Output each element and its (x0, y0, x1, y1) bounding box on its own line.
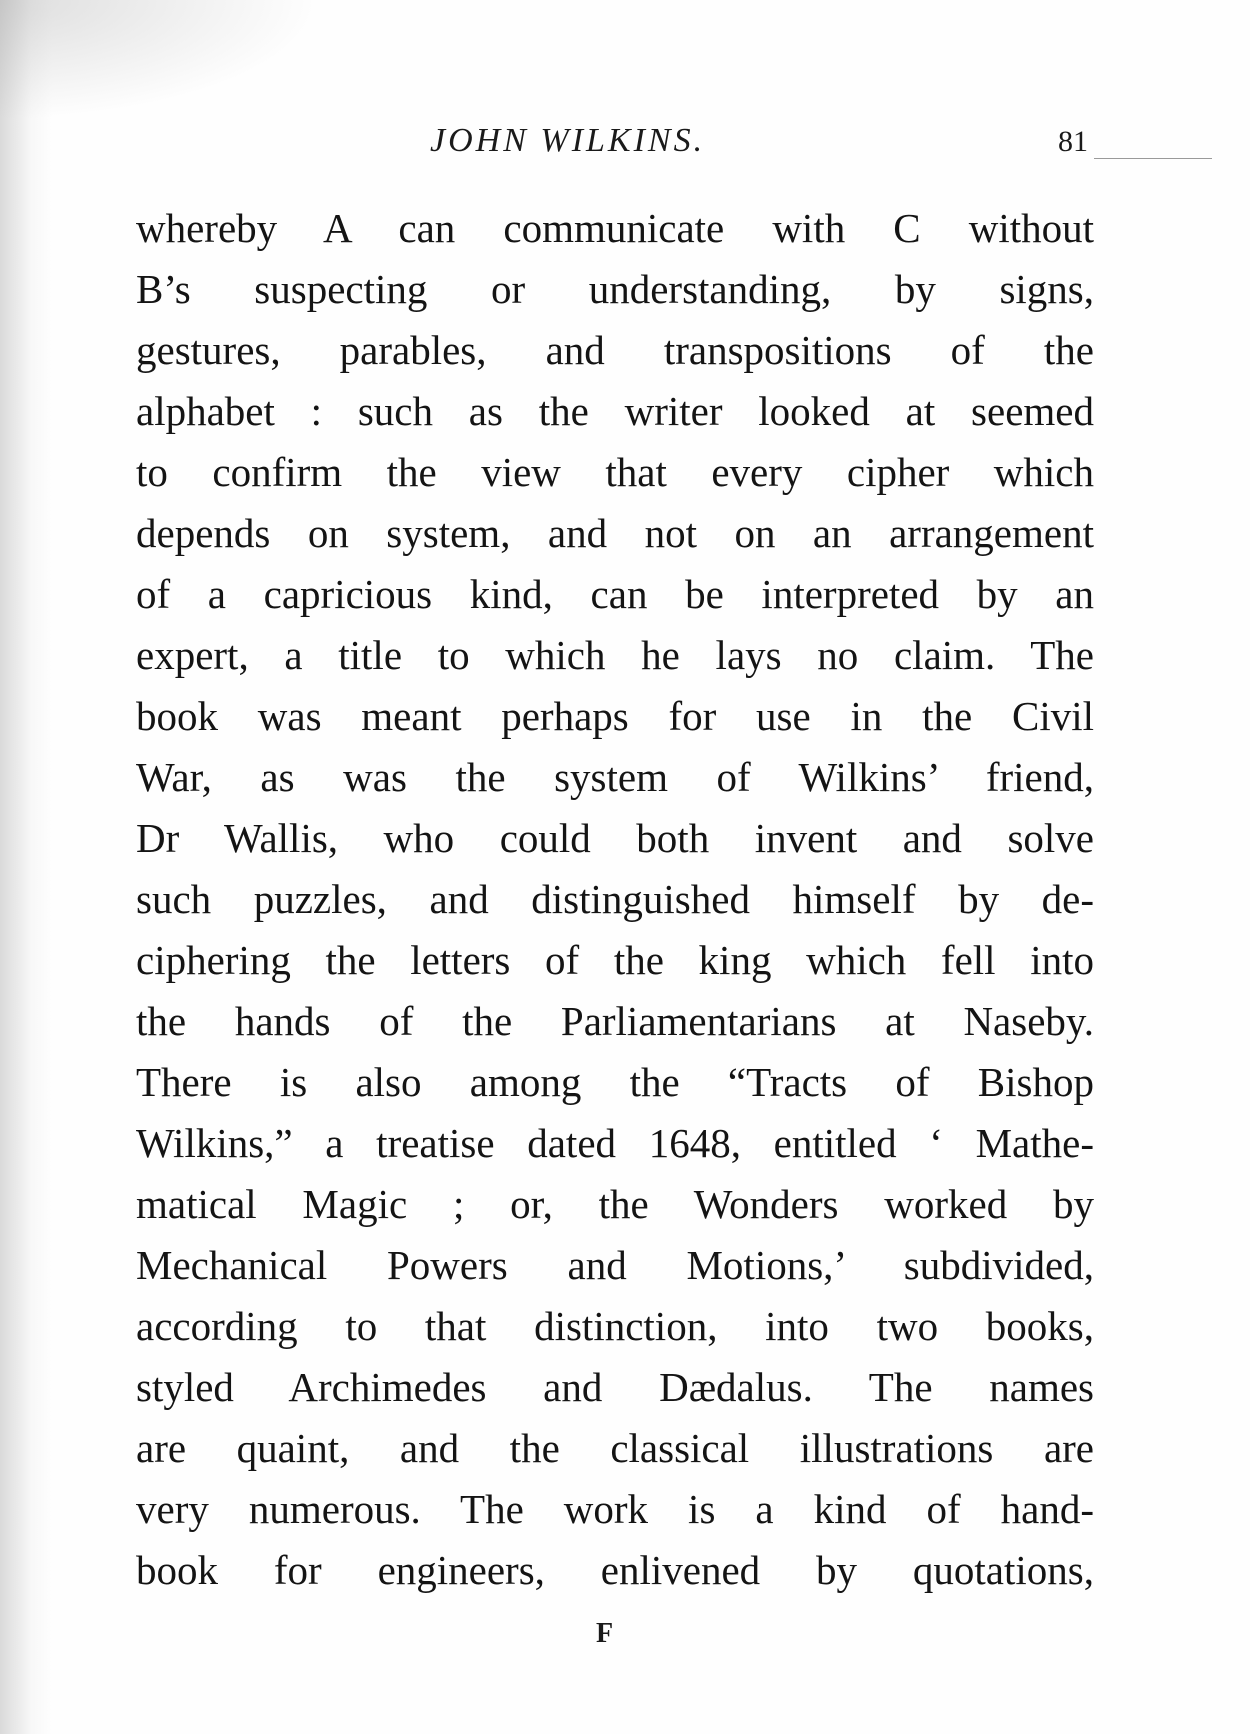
text-line: expert, a title to which he lays no claim. The (136, 632, 1094, 678)
text-line: gestures, parables, and transpositions of the (136, 327, 1094, 373)
scan-corner-shadow (0, 0, 320, 120)
text-line: the hands of the Parliamentarians at Naseby. (136, 998, 1094, 1044)
text-line: War, as was the system of Wilkins’ friend, (136, 754, 1094, 800)
text-line: styled Archimedes and Dædalus. The names (136, 1364, 1094, 1410)
text-line: of a capricious kind, can be interpreted by an (136, 571, 1094, 617)
text-line: Dr Wallis, who could both invent and solve (136, 815, 1094, 861)
text-line: book was meant perhaps for use in the Civil (136, 693, 1094, 739)
page-number: 81 (1058, 125, 1088, 158)
text-line: B’s suspecting or understanding, by signs, (136, 266, 1094, 312)
signature-mark: F (596, 1618, 614, 1649)
text-line: Wilkins,” a treatise dated 1648, entitled ‘ Mathe- (136, 1120, 1094, 1166)
text-line: to confirm the view that every cipher which (136, 449, 1094, 495)
text-line: according to that distinction, into two books, (136, 1303, 1094, 1349)
text-line: book for engineers, enlivened by quotations, (136, 1547, 1094, 1593)
text-line: depends on system, and not on an arrangement (136, 510, 1094, 556)
text-line: ciphering the letters of the king which fell into (136, 937, 1094, 983)
text-line: whereby A can communicate with C without (136, 205, 1094, 251)
scan-edge-shadow (0, 0, 52, 1734)
text-line: very numerous. The work is a kind of hand- (136, 1486, 1094, 1532)
body-text (136, 198, 1094, 1601)
page-header (0, 122, 1250, 172)
running-title: JOHN WILKINS. (430, 122, 706, 159)
text-line: There is also among the “Tracts of Bishop (136, 1059, 1094, 1105)
text-line: Mechanical Powers and Motions,’ subdivided, (136, 1242, 1094, 1288)
header-rule (1094, 158, 1212, 159)
text-line: matical Magic ; or, the Wonders worked by (136, 1181, 1094, 1227)
text-line: such puzzles, and distinguished himself by de- (136, 876, 1094, 922)
text-line: are quaint, and the classical illustrations are (136, 1425, 1094, 1471)
text-line: alphabet : such as the writer looked at seemed (136, 388, 1094, 434)
